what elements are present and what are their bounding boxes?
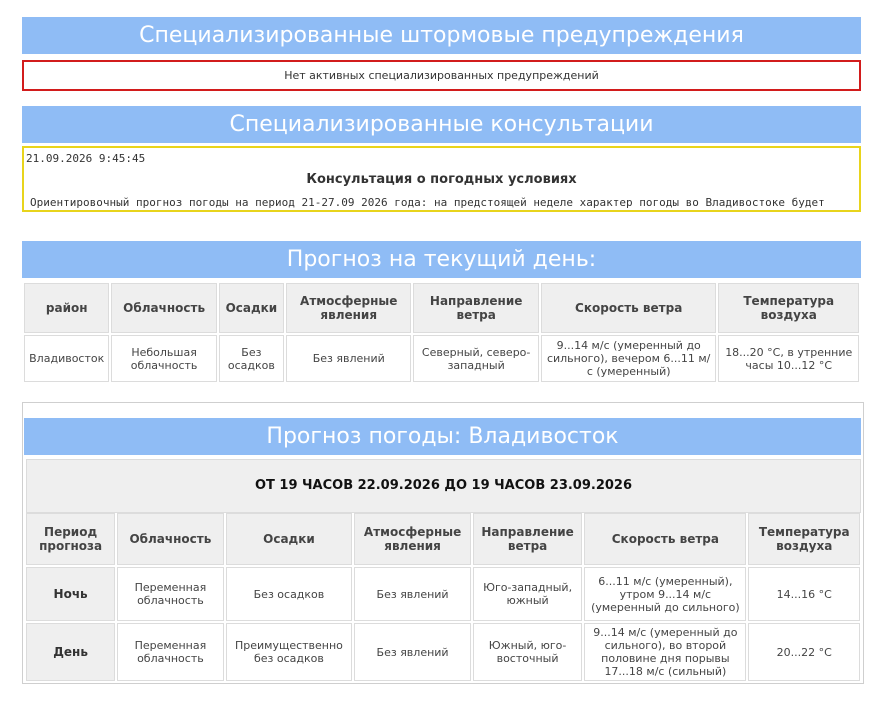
cell-period: Ночь xyxy=(26,567,115,621)
cell-temperature: 18...20 °С, в утренние часы 10...12 °С xyxy=(718,335,859,382)
consultation-box xyxy=(22,146,861,212)
table-row xyxy=(26,623,860,681)
forecast-table xyxy=(24,511,862,683)
col-temperature: Температура воздуха xyxy=(748,513,860,565)
cell-cloudiness: Небольшая облачность xyxy=(111,335,216,382)
consultation-heading: Консультация о погодных условиях xyxy=(306,172,577,187)
col-temperature: Температура воздуха xyxy=(718,283,859,333)
cell-precipitation: Без осадков xyxy=(219,335,284,382)
cell-wind-direction: Северный, северо-западный xyxy=(413,335,538,382)
consultations-title: Специализированные консультации xyxy=(22,106,861,143)
cell-cloudiness: Переменная облачность xyxy=(117,623,223,681)
cell-cloudiness: Переменная облачность xyxy=(117,567,223,621)
today-forecast-table xyxy=(22,281,861,384)
col-precipitation: Осадки xyxy=(226,513,353,565)
col-phenomena: Атмосферные явления xyxy=(354,513,471,565)
cell-district: Владивосток xyxy=(24,335,109,382)
forecast-range: ОТ 19 ЧАСОВ 22.09.2026 ДО 19 ЧАСОВ 23.09.2026 xyxy=(26,459,861,513)
col-period: Период прогноза xyxy=(26,513,115,565)
table-row xyxy=(26,567,860,621)
cell-wind-speed: 6...11 м/с (умеренный), утром 9...14 м/с (умеренный до сильного) xyxy=(584,567,746,621)
col-phenomena: Атмосферные явления xyxy=(286,283,411,333)
today-forecast-title: Прогноз на текущий день: xyxy=(22,241,861,278)
cell-wind-speed: 9...14 м/с (умеренный до сильного), вечером 6...11 м/с (умеренный) xyxy=(541,335,717,382)
col-wind-direction: Направление ветра xyxy=(413,283,538,333)
cell-precipitation: Преимущественно без осадков xyxy=(226,623,353,681)
storm-warnings-message: Нет активных специализированных предупреждений xyxy=(22,60,861,91)
cell-phenomena: Без явлений xyxy=(354,567,471,621)
cell-temperature: 20...22 °С xyxy=(748,623,860,681)
cell-period: День xyxy=(26,623,115,681)
cell-temperature: 14...16 °С xyxy=(748,567,860,621)
table-header-row xyxy=(26,513,860,565)
col-wind-speed: Скорость ветра xyxy=(584,513,746,565)
col-district: район xyxy=(24,283,109,333)
cell-precipitation: Без осадков xyxy=(226,567,353,621)
col-wind-direction: Направление ветра xyxy=(473,513,582,565)
col-cloudiness: Облачность xyxy=(117,513,223,565)
cell-wind-speed: 9...14 м/с (умеренный до сильного), во второй половине дня порывы 17...18 м/с (сильный) xyxy=(584,623,746,681)
col-wind-speed: Скорость ветра xyxy=(541,283,717,333)
col-cloudiness: Облачность xyxy=(111,283,216,333)
cell-wind-direction: Юго-западный, южный xyxy=(473,567,582,621)
forecast-title: Прогноз погоды: Владивосток xyxy=(24,418,861,455)
storm-warnings-title: Специализированные штормовые предупреждения xyxy=(22,17,861,54)
cell-phenomena: Без явлений xyxy=(286,335,411,382)
cell-phenomena: Без явлений xyxy=(354,623,471,681)
consultation-text: Ориентировочный прогноз погоды на период 21-27.09 2026 года: на предстоящей неделе характер погоды во Владивостоке будет xyxy=(30,196,825,209)
col-precipitation: Осадки xyxy=(219,283,284,333)
cell-wind-direction: Южный, юго-восточный xyxy=(473,623,582,681)
table-row xyxy=(24,335,859,382)
consultation-date: 21.09.2026 9:45:45 xyxy=(26,152,146,165)
table-header-row xyxy=(24,283,859,333)
